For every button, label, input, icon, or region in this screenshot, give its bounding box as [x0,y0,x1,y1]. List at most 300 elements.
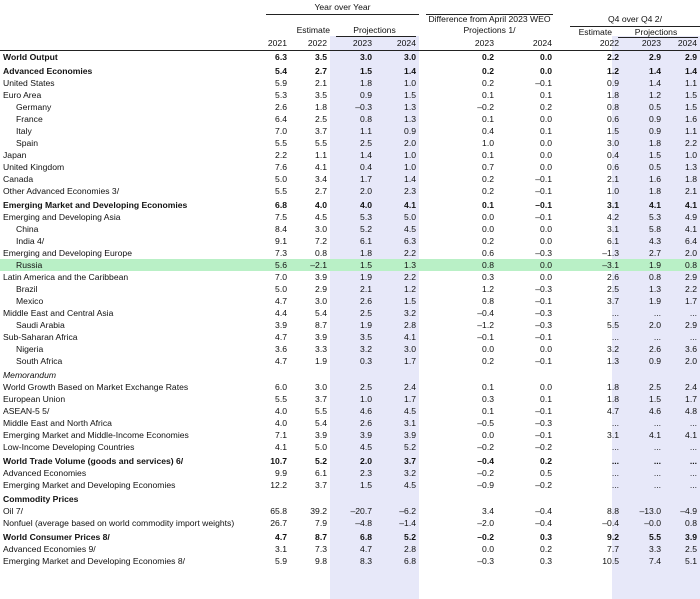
value-cell: 2.3 [360,468,372,478]
table-row-highlighted [0,259,700,271]
header-estimate: Estimate [296,25,330,35]
value-cell: 0.6 [482,248,494,258]
value-cell: 9.9 [275,468,287,478]
value-cell: 2.4 [685,382,697,392]
value-cell: 0.8 [419,259,497,271]
value-cell: 3.7 [315,126,327,136]
value-cell: 1.4 [649,78,661,88]
value-cell: 1.3 [607,356,619,366]
value-cell: 1.4 [404,66,416,76]
value-cell: –0.4 [535,506,552,516]
value-cell [419,493,497,505]
value-cell: 5.3 [360,212,372,222]
value-cell: 0.0 [540,344,552,354]
value-cell: 2.1 [360,284,372,294]
value-cell: 1.8 [607,90,619,100]
value-cell: 3.0 [315,296,327,306]
diff-year-2024: 2024 [497,37,555,51]
value-cell: ... [611,480,619,490]
table-row [0,393,700,405]
value-cell: 1.8 [360,248,372,258]
table-row [0,455,700,467]
value-cell: 4.5 [315,212,327,222]
value-cell: 1.7 [685,394,697,404]
table-row [0,517,700,529]
value-cell: 4.1 [685,430,697,440]
value-cell: 2.1 [315,78,327,88]
value-cell: 0.1 [482,200,494,210]
value-cell: 7.3 [315,544,327,554]
value-cell: 5.5 [315,138,327,148]
value-cell: 3.4 [482,506,494,516]
value-cell: 2.2 [404,272,416,282]
value-cell: 5.2 [404,532,416,542]
value-cell: 0.9 [607,78,619,88]
value-cell: –0.1 [535,332,552,342]
value-cell: 4.7 [275,356,287,366]
value-cell: 2.0 [360,456,372,466]
year-2023: 2023 [330,37,375,51]
value-cell: 3.6 [685,344,697,354]
value-cell: 1.7 [360,174,372,184]
value-cell: 4.6 [649,406,661,416]
row-label: Advanced Economies [3,468,87,478]
value-cell: ... [653,456,661,466]
value-cell: 2.2 [404,248,416,258]
table-row [0,505,700,517]
value-cell: 1.3 [649,284,661,294]
table-row [0,479,700,491]
value-cell: 0.8 [649,272,661,282]
table-row [0,543,700,555]
value-cell: 5.5 [315,406,327,416]
value-cell: 3.2 [404,468,416,478]
value-cell: 2.0 [685,356,697,366]
header-year-over-year: Year over Year [314,2,371,12]
value-cell: 6.8 [360,532,372,542]
value-cell: –0.3 [535,284,552,294]
value-cell: 0.1 [482,382,494,392]
value-cell: 0.0 [540,138,552,148]
value-cell: 3.5 [360,332,372,342]
diff-year-2023: 2023 [419,37,497,51]
value-cell: 4.1 [685,200,697,210]
table-row [0,531,700,543]
value-cell: 3.0 [315,382,327,392]
value-cell [622,493,664,505]
q4-year-2024: 2024 [664,37,700,51]
value-cell: 0.2 [482,186,494,196]
value-cell: 2.6 [360,296,372,306]
value-cell: –3.1 [555,259,622,271]
value-cell: 10.5 [602,556,619,566]
row-label: Commodity Prices [3,494,79,504]
value-cell: 39.2 [310,506,327,516]
value-cell: –1.2 [477,320,494,330]
value-cell: 1.0 [404,78,416,88]
value-cell: 7.9 [315,518,327,528]
table-row [0,199,700,211]
value-cell: –0.1 [535,296,552,306]
value-cell: 1.2 [607,66,619,76]
row-label: Emerging Market and Middle-Income Economies [3,430,189,440]
value-cell: 2.9 [685,52,697,62]
value-cell: 3.1 [607,224,619,234]
value-cell: 0.7 [482,162,494,172]
value-cell: 5.5 [275,394,287,404]
value-cell: –0.0 [644,518,661,528]
table-row [0,283,700,295]
value-cell: 1.5 [360,66,372,76]
value-cell: –0.1 [535,356,552,366]
value-cell: 2.8 [404,320,416,330]
value-cell: 0.0 [540,224,552,234]
value-cell: –0.2 [477,532,494,542]
value-cell: 0.0 [540,52,552,62]
value-cell: 0.3 [360,356,372,366]
row-label: India 4/ [16,236,45,246]
value-cell: 7.6 [275,162,287,172]
value-cell: –1.3 [602,248,619,258]
value-cell: 7.7 [607,544,619,554]
value-cell: 3.9 [360,430,372,440]
value-cell: 0.0 [540,150,552,160]
value-cell: 2.3 [404,186,416,196]
row-label: Saudi Arabia [16,320,65,330]
year-2021: 2021 [248,37,290,51]
value-cell: 5.0 [315,442,327,452]
row-label: Advanced Economies 9/ [3,544,96,554]
value-cell: 4.6 [360,406,372,416]
value-cell: 6.1 [315,468,327,478]
table-row [0,185,700,197]
value-cell: 5.2 [360,224,372,234]
value-cell: 8.7 [315,320,327,330]
value-cell: 1.1 [360,126,372,136]
value-cell: ... [653,480,661,490]
value-cell: 5.5 [275,186,287,196]
value-cell: 2.2 [685,138,697,148]
value-cell: 1.2 [649,90,661,100]
row-label: Italy [16,126,32,136]
value-cell: 5.0 [275,174,287,184]
table-row [0,101,700,113]
value-cell: –1.4 [399,518,416,528]
value-cell: 6.0 [275,382,287,392]
value-cell: 2.5 [360,382,372,392]
value-cell: 3.1 [404,418,416,428]
value-cell: 5.8 [649,224,661,234]
value-cell: 5.2 [315,456,327,466]
value-cell: 3.0 [404,52,416,62]
value-cell: –0.3 [535,248,552,258]
row-label: Euro Area [3,90,42,100]
value-cell: 0.1 [482,406,494,416]
value-cell: 3.0 [360,52,372,62]
row-label: Japan [3,150,27,160]
value-cell: 2.5 [607,284,619,294]
value-cell: 4.0 [275,406,287,416]
value-cell: 4.1 [404,332,416,342]
value-cell: 0.0 [540,272,552,282]
row-label: South Africa [16,356,63,366]
value-cell: 6.4 [275,114,287,124]
value-cell: 1.1 [685,78,697,88]
value-cell: 1.5 [649,394,661,404]
value-cell: –0.1 [535,78,552,88]
value-cell: –13.0 [639,506,661,516]
value-cell: 5.4 [275,66,287,76]
row-label: Sub-Saharan Africa [3,332,78,342]
value-cell: 0.1 [482,90,494,100]
value-cell: 2.5 [360,138,372,148]
table-row [0,125,700,137]
value-cell: 0.2 [482,174,494,184]
value-cell: 1.8 [649,138,661,148]
value-cell: 0.1 [482,150,494,160]
value-cell: 5.6 [248,259,290,271]
value-cell: ... [653,468,661,478]
value-cell: 2.4 [404,382,416,392]
value-cell [555,369,622,381]
value-cell: 3.1 [607,430,619,440]
row-label: Russia [0,259,248,271]
value-cell: 1.3 [404,102,416,112]
value-cell: 0.9 [404,126,416,136]
value-cell: 3.9 [685,532,697,542]
value-cell: 2.2 [685,284,697,294]
value-cell: 0.8 [315,248,327,258]
table-row [0,161,700,173]
value-cell: 5.5 [275,138,287,148]
value-cell: 3.9 [275,320,287,330]
value-cell: ... [689,308,697,318]
value-cell: 6.3 [275,52,287,62]
table-row [0,381,700,393]
value-cell: 0.0 [497,259,555,271]
value-cell: –0.1 [477,332,494,342]
value-cell: 1.5 [360,480,372,490]
value-cell: 5.4 [315,308,327,318]
header-rule-diff-top [426,14,553,15]
value-cell: 5.1 [685,556,697,566]
value-cell: 0.3 [540,556,552,566]
value-cell: 2.9 [649,52,661,62]
value-cell: 2.5 [360,308,372,318]
value-cell: 0.0 [482,430,494,440]
table-row [0,429,700,441]
value-cell: 6.1 [360,236,372,246]
value-cell: 6.1 [607,236,619,246]
value-cell: 2.0 [360,186,372,196]
value-cell: 1.0 [685,150,697,160]
value-cell: 1.9 [649,296,661,306]
row-label: Emerging Market and Developing Economies [3,480,176,490]
value-cell: 2.1 [607,174,619,184]
value-cell: ... [611,332,619,342]
value-cell: 3.4 [315,174,327,184]
value-cell [497,369,555,381]
value-cell: –0.1 [535,174,552,184]
value-cell: 4.1 [649,200,661,210]
value-cell: 4.5 [404,224,416,234]
value-cell: 6.4 [685,236,697,246]
value-cell: 0.2 [540,544,552,554]
value-cell: 1.6 [685,114,697,124]
row-label: Nonfuel (average based on world commodity import weights) [3,518,235,528]
value-cell: 0.5 [649,102,661,112]
value-cell: 4.4 [275,308,287,318]
row-label: Germany [16,102,52,112]
value-cell: 0.8 [360,114,372,124]
table-row [0,405,700,417]
table-row [0,65,700,77]
value-cell: 1.8 [685,174,697,184]
value-cell: –0.2 [535,480,552,490]
row-label: Nigeria [16,344,44,354]
value-cell: 5.9 [275,556,287,566]
value-cell: 1.8 [649,186,661,196]
value-cell [248,369,290,381]
value-cell: 3.2 [404,308,416,318]
value-cell: 1.9 [360,272,372,282]
value-cell: 1.3 [375,259,419,271]
value-cell: 0.6 [607,114,619,124]
value-cell: 5.5 [649,532,661,542]
row-label: Canada [3,174,34,184]
value-cell: 0.2 [540,456,552,466]
value-cell [330,493,375,505]
value-cell: 2.5 [685,544,697,554]
value-cell: ... [689,442,697,452]
value-cell: 1.4 [360,150,372,160]
value-cell: 8.4 [275,224,287,234]
value-cell: ... [689,332,697,342]
table-row [0,137,700,149]
value-cell: 0.5 [540,468,552,478]
value-cell: 1.6 [649,174,661,184]
value-cell: 0.2 [540,102,552,112]
value-cell: –0.2 [477,442,494,452]
header-rule-yoy [266,14,419,15]
value-cell: 8.3 [360,556,372,566]
value-cell [555,493,622,505]
value-cell: 7.0 [275,126,287,136]
value-cell: 4.3 [649,236,661,246]
value-cell: 4.1 [315,162,327,172]
value-cell: 0.0 [540,382,552,392]
value-cell: 4.0 [275,418,287,428]
table-row [0,113,700,125]
value-cell: –0.4 [535,518,552,528]
value-cell: 3.7 [607,296,619,306]
header-projections: Projections [353,25,396,35]
value-cell: 5.3 [649,212,661,222]
value-cell: 0.8 [482,296,494,306]
value-cell: 3.9 [404,430,416,440]
value-cell: 0.2 [482,78,494,88]
row-label: ASEAN-5 5/ [3,406,50,416]
value-cell: 1.0 [607,186,619,196]
value-cell: 7.5 [275,212,287,222]
row-label: Middle East and North Africa [3,418,112,428]
value-cell: 4.1 [275,442,287,452]
row-label: France [16,114,43,124]
value-cell [290,369,330,381]
value-cell: 0.5 [649,162,661,172]
value-cell: 0.2 [482,66,494,76]
value-cell: 8.8 [607,506,619,516]
value-cell: 1.5 [685,90,697,100]
value-cell: –0.9 [477,480,494,490]
value-cell: 3.3 [315,344,327,354]
value-cell: –0.2 [535,442,552,452]
value-cell: 4.5 [404,406,416,416]
table-row [0,307,700,319]
value-cell: 1.2 [404,284,416,294]
value-cell: 1.5 [330,259,375,271]
table-row [0,493,700,505]
value-cell [497,493,555,505]
value-cell: ... [653,442,661,452]
value-cell: 1.8 [315,102,327,112]
value-cell: 2.8 [404,544,416,554]
value-cell: 3.5 [315,52,327,62]
value-cell: 5.0 [275,284,287,294]
value-cell: 1.5 [404,90,416,100]
value-cell: 0.2 [482,236,494,246]
value-cell: ... [653,308,661,318]
value-cell: –0.1 [535,212,552,222]
row-label: Latin America and the Caribbean [3,272,129,282]
value-cell: 3.0 [315,224,327,234]
header-difference: Difference from April 2023 WEO [428,14,551,24]
value-cell: 3.7 [315,394,327,404]
value-cell: 2.6 [275,102,287,112]
value-cell: 0.3 [482,394,494,404]
value-cell: ... [653,332,661,342]
value-cell: 1.0 [404,162,416,172]
value-cell: 0.9 [649,356,661,366]
value-cell: 26.7 [270,518,287,528]
row-label: Mexico [16,296,44,306]
value-cell: 9.1 [275,236,287,246]
table-row [0,247,700,259]
value-cell: 3.9 [315,332,327,342]
header-q4: Q4 over Q4 2/ [608,14,662,24]
value-cell: 5.9 [275,78,287,88]
row-label: Middle East and Central Asia [3,308,114,318]
row-label: Emerging Market and Developing Economies [3,200,188,210]
row-label: Oil 7/ [3,506,24,516]
table-row [0,149,700,161]
value-cell: 0.3 [540,532,552,542]
value-cell [664,493,700,505]
value-cell: 0.0 [482,224,494,234]
value-cell: –0.5 [477,418,494,428]
table-row [0,173,700,185]
value-cell: 1.0 [482,138,494,148]
header-q4-projections: Projections [634,27,678,37]
value-cell: 3.6 [275,344,287,354]
value-cell: 5.3 [275,90,287,100]
value-cell: ... [689,418,697,428]
value-cell [375,369,419,381]
value-cell: 7.4 [649,556,661,566]
value-cell: 0.4 [482,126,494,136]
value-cell: 1.7 [685,296,697,306]
value-cell: 2.5 [315,114,327,124]
